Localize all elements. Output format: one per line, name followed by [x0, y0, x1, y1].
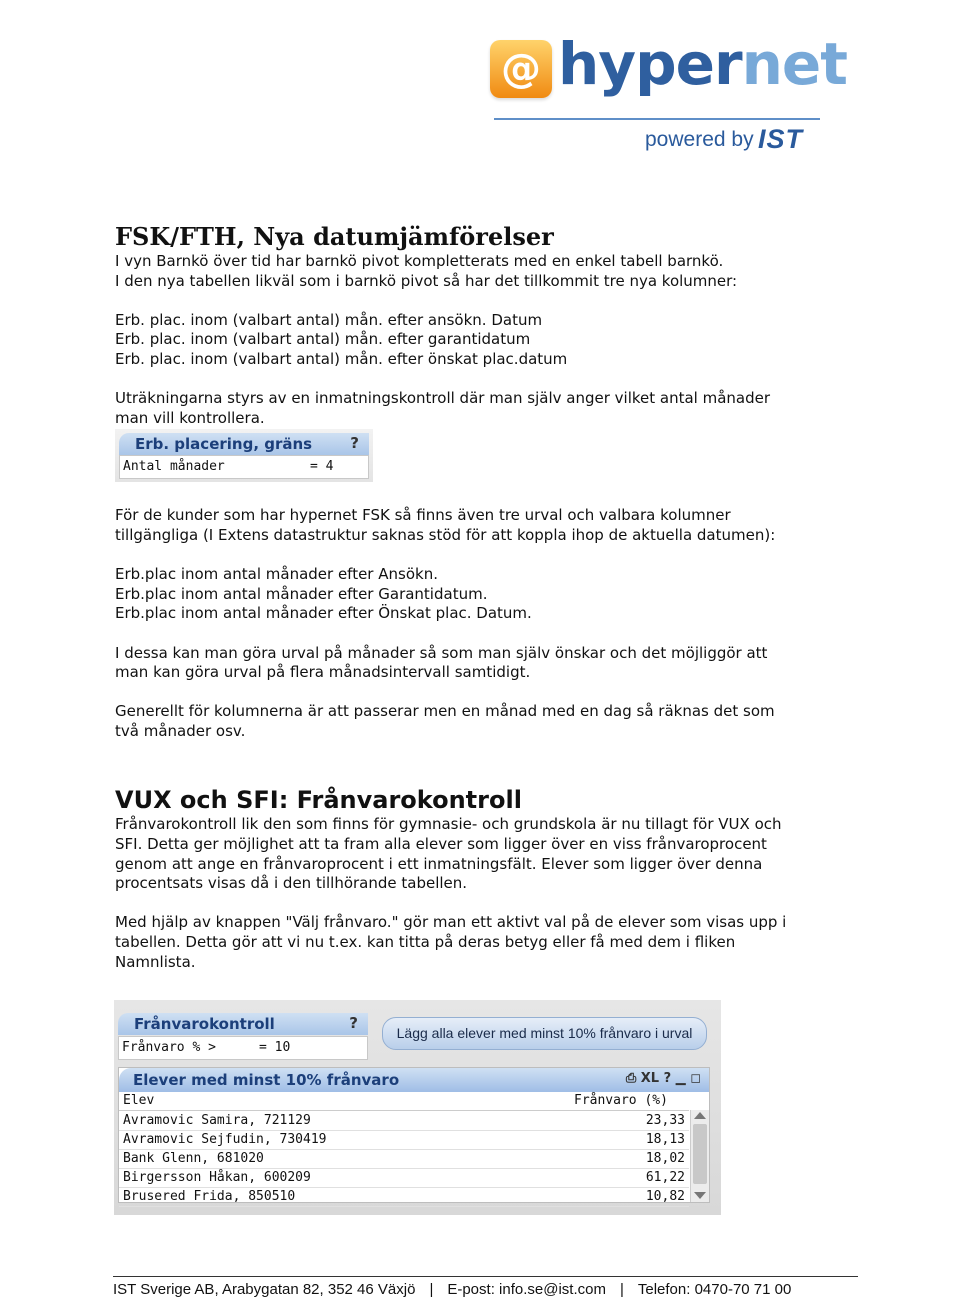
fsk-column-item: Erb.plac inom antal månader efter Ansökn. — [115, 565, 438, 584]
table-row[interactable] — [119, 1131, 689, 1150]
franvaro-screenshot — [114, 1000, 721, 1215]
student-name: Avramovic Samira, 721129 — [123, 1113, 311, 1128]
valj-franvaro-text: Namnlista. — [115, 952, 196, 971]
table-title: Elever med minst 10% frånvaro — [133, 1071, 400, 1089]
table-rows — [119, 1112, 689, 1207]
new-column-item: Erb. plac. inom (valbart antal) mån. efter önskat plac.datum — [115, 349, 568, 368]
erb-placering-widget — [115, 429, 373, 482]
widget-title: Erb. placering, gräns — [135, 435, 313, 453]
absence-value: 61,22 — [645, 1170, 685, 1185]
hypernet-at-icon: @ — [490, 40, 552, 98]
fsk-column-item: Erb.plac inom antal månader efter Önskat plac. Datum. — [115, 604, 532, 623]
section2-heading: VUX och SFI: Frånvarokontroll — [115, 786, 522, 815]
franvarokontroll-widget — [118, 1013, 368, 1060]
franvaro-input[interactable] — [118, 1036, 368, 1060]
new-column-item: Erb. plac. inom (valbart antal) mån. efter garantidatum — [115, 330, 531, 349]
elever-table — [118, 1067, 710, 1203]
intro-line: I den nya tabellen likväl som i barnkö pivot så har det tillkommit tre nya kolumner: — [115, 271, 738, 290]
table-row[interactable] — [119, 1188, 689, 1207]
table-toolbar-icons[interactable]: ⎙ XL ? ▁ ◻ — [625, 1071, 701, 1086]
student-name: Bank Glenn, 681020 — [123, 1151, 264, 1166]
add-to-selection-button[interactable]: Lägg alla elever med minst 10% frånvaro i urval — [382, 1017, 707, 1050]
student-name: Birgersson Håkan, 600209 — [123, 1170, 311, 1185]
help-icon[interactable]: ? — [349, 1014, 358, 1032]
absence-value: 10,82 — [645, 1189, 685, 1204]
absence-value: 18,13 — [645, 1132, 685, 1147]
powered-by-text: powered by — [645, 128, 754, 151]
footer-phone: Telefon: 0470-70 71 00 — [637, 1281, 792, 1298]
valj-franvaro-text: Med hjälp av knappen "Välj frånvaro." gör man ett aktivt val på de elever som visas upp i — [115, 913, 787, 932]
absence-value: 18,02 — [645, 1151, 685, 1166]
antal-manader-input[interactable] — [119, 455, 369, 479]
control-text: man vill kontrollera. — [115, 408, 265, 427]
table-row[interactable] — [119, 1150, 689, 1169]
franvaro-text: Frånvarokontroll lik den som finns för gymnasie- och grundskola är nu tillagt för VUX och — [115, 815, 782, 834]
valj-franvaro-text: tabellen. Detta gör att vi nu t.ex. kan titta på deras betyg eller få med dem i fliken — [115, 933, 736, 952]
franvaro-text: genom att ange en frånvaroprocent i ett inmatningsfält. Elever som ligger över denna — [115, 854, 763, 873]
vertical-scrollbar[interactable] — [690, 1110, 709, 1202]
ist-logo: IST — [758, 124, 804, 154]
generellt-text: två månader osv. — [115, 721, 246, 740]
hypernet-wordmark: hypernet — [558, 30, 847, 98]
generellt-text: Generellt för kolumnerna är att passerar men en månad med en dag så räknas det som — [115, 702, 775, 721]
scroll-up-icon[interactable] — [694, 1112, 706, 1119]
franvaro-text: procentsats visas då i den tillhörande tabellen. — [115, 874, 468, 893]
fsk-column-item: Erb.plac inom antal månader efter Garantidatum. — [115, 584, 488, 603]
franvaro-text: SFI. Detta ger möjlighet att ta fram alla elever som ligger över en viss frånvaroprocent — [115, 835, 767, 854]
footer-separator: | — [619, 1281, 624, 1298]
intro-line: I vyn Barnkö över tid har barnkö pivot kompletterats med en enkel tabell barnkö. — [115, 252, 724, 270]
table-row[interactable] — [119, 1112, 689, 1131]
footer-email: E-post: info.se@ist.com — [447, 1281, 606, 1298]
fsk-text: För de kunder som har hypernet FSK så finns även tre urval och valbara kolumner — [115, 506, 731, 525]
new-column-item: Erb. plac. inom (valbart antal) mån. efter ansökn. Datum — [115, 310, 543, 329]
student-name: Brusered Frida, 850510 — [123, 1189, 296, 1204]
column-header-elev[interactable]: Elev — [123, 1093, 155, 1108]
widget-header — [118, 1013, 368, 1035]
input-label: Frånvaro % > — [122, 1040, 216, 1055]
control-text: Uträkningarna styrs av en inmatningskontroll där man själv anger vilket antal månader — [115, 389, 771, 408]
urval-text: man kan göra urval på flera månadsintervall samtidigt. — [115, 663, 531, 682]
help-icon[interactable]: ? — [350, 434, 359, 452]
scroll-down-icon[interactable] — [694, 1192, 706, 1199]
document-body — [115, 222, 855, 972]
table-row[interactable] — [119, 1169, 689, 1188]
column-header-franvaro[interactable]: Frånvaro (%) — [574, 1093, 668, 1108]
scroll-thumb[interactable] — [693, 1124, 707, 1184]
table-header — [119, 1068, 709, 1092]
absence-value: 23,33 — [645, 1113, 685, 1128]
input-value[interactable]: = 4 — [310, 459, 334, 474]
section1-heading: FSK/FTH, Nya datumjämförelser — [115, 222, 554, 251]
student-name: Avramovic Sejfudin, 730419 — [123, 1132, 327, 1147]
widget-header — [119, 433, 369, 455]
input-label: Antal månader — [123, 459, 225, 474]
urval-text: I dessa kan man göra urval på månader så som man själv önskar och det möjliggör att — [115, 643, 768, 662]
footer-company: IST Sverige AB, Arabygatan 82, 352 46 Växjö — [113, 1281, 416, 1298]
widget-title: Frånvarokontroll — [134, 1015, 275, 1033]
page-footer — [113, 1276, 858, 1298]
hypernet-logo — [490, 30, 847, 161]
logo-divider — [494, 118, 820, 120]
fsk-text: tillgängliga (I Extens datastruktur saknas stöd för att koppla ihop de aktuella datumen): — [115, 525, 776, 544]
column-headers — [119, 1092, 689, 1111]
input-value[interactable]: = 10 — [259, 1040, 291, 1055]
footer-separator: | — [429, 1281, 434, 1298]
